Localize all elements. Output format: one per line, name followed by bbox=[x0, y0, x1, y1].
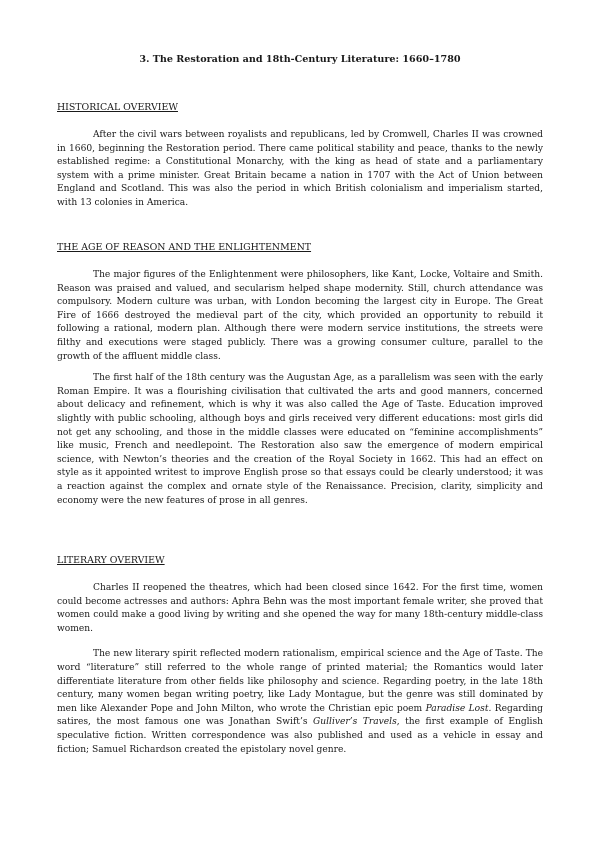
work-title: Paradise Lost. bbox=[425, 703, 492, 714]
section-heading: HISTORICAL OVERVIEW bbox=[57, 102, 178, 113]
text-run: The new literary spirit reflected modern rationalism, empirical science and the Age of Taste. The word “literature” still referred to the whole range of printed material; the Romantics would later differentiate literature from other fields like philosophy and science. Regarding poetry, in the late 18th century, many women began writing poetry, like Lady Montague, but the genre was still dominated by men like Alexander Pope and John Milton, who wrote the Christian epic poem bbox=[57, 649, 543, 714]
paragraph: The first half of the 18th century was the Augustan Age, as a parallelism was seen with the early Roman Empire. It was a flourishing civilisation that cultivated the arts and good manners, concerned about delicacy and refinement, which is why it was also called the Age of Taste. Education improved slightly with public schooling, although boys and girls received very different educations: most girls did not get any schooling, and those in the middle classes were educated on “feminine accomplishments” like music, French and needlepoint. The Restoration also saw the emergence of modern empirical science, with Newton’s theories and the creation of the Royal Society in 1662. This had an effect on style as it appointed writest to improve English prose so that essays could be clearly understood; it was a reaction against the complex and ornate style of the Renaissance. Precision, clarity, simplicity and economy were the new features of prose in all genres. bbox=[57, 373, 543, 506]
paragraph: The major figures of the Enlightenment were philosophers, like Kant, Locke, Voltaire and Smith. Reason was praised and valued, and secularism helped shape modernity. Still, church attendance was compulsory. Modern culture was urban, with London becoming the largest city in Europe. The Great Fire of 1666 destroyed the medieval part of the city, which provided an opportunity to rebuild it following a rational, modern plan. Although there were modern service institutions, the streets were filthy and executions were staged publicly. There was a growing consumer culture, parallel to the growth of the affluent middle class. bbox=[57, 270, 543, 362]
work-title: Gulliver’s Travels bbox=[313, 717, 397, 728]
document-title: 3. The Restoration and 18th-Century Literature: 1660–1780 bbox=[139, 54, 461, 65]
section-age-of-reason bbox=[57, 242, 543, 516]
paragraph: After the civil wars between royalists and republicans, led by Cromwell, Charles II was crowned in 1660, beginning the Restoration period. There came political stability and peace, thanks to the newly established regime: a Constitutional Monarchy, with the king as head of state and a parliamentary system with a prime minister. Great Britain became a nation in 1707 with the Act of Union between England and Scotland. This was also the period in which British colonialism and imperialism started, with 13 colonies in America. bbox=[57, 130, 543, 208]
section-heading: THE AGE OF REASON AND THE ENLIGHTENMENT bbox=[57, 242, 312, 253]
text-run: , the first example of English speculative fiction. Written correspondence was also published and used as a vehicle in essay and fiction; Samuel Richardson created the epistolary novel genre. bbox=[57, 717, 543, 755]
section-historical-overview bbox=[57, 102, 543, 219]
text-run: Regarding satires, the most famous one was Jonathan Swift’s bbox=[57, 703, 543, 728]
section-literary-overview bbox=[57, 555, 543, 765]
paragraph: Charles II reopened the theatres, which had been closed since 1642. For the first time, women could become actresses and authors: Aphra Behn was the most important female writer, she proved that women could make a good living by writing and she opened the way for many 18th-century middle-class women. bbox=[57, 583, 543, 634]
paragraph bbox=[57, 648, 543, 757]
section-heading: LITERARY OVERVIEW bbox=[57, 555, 165, 566]
